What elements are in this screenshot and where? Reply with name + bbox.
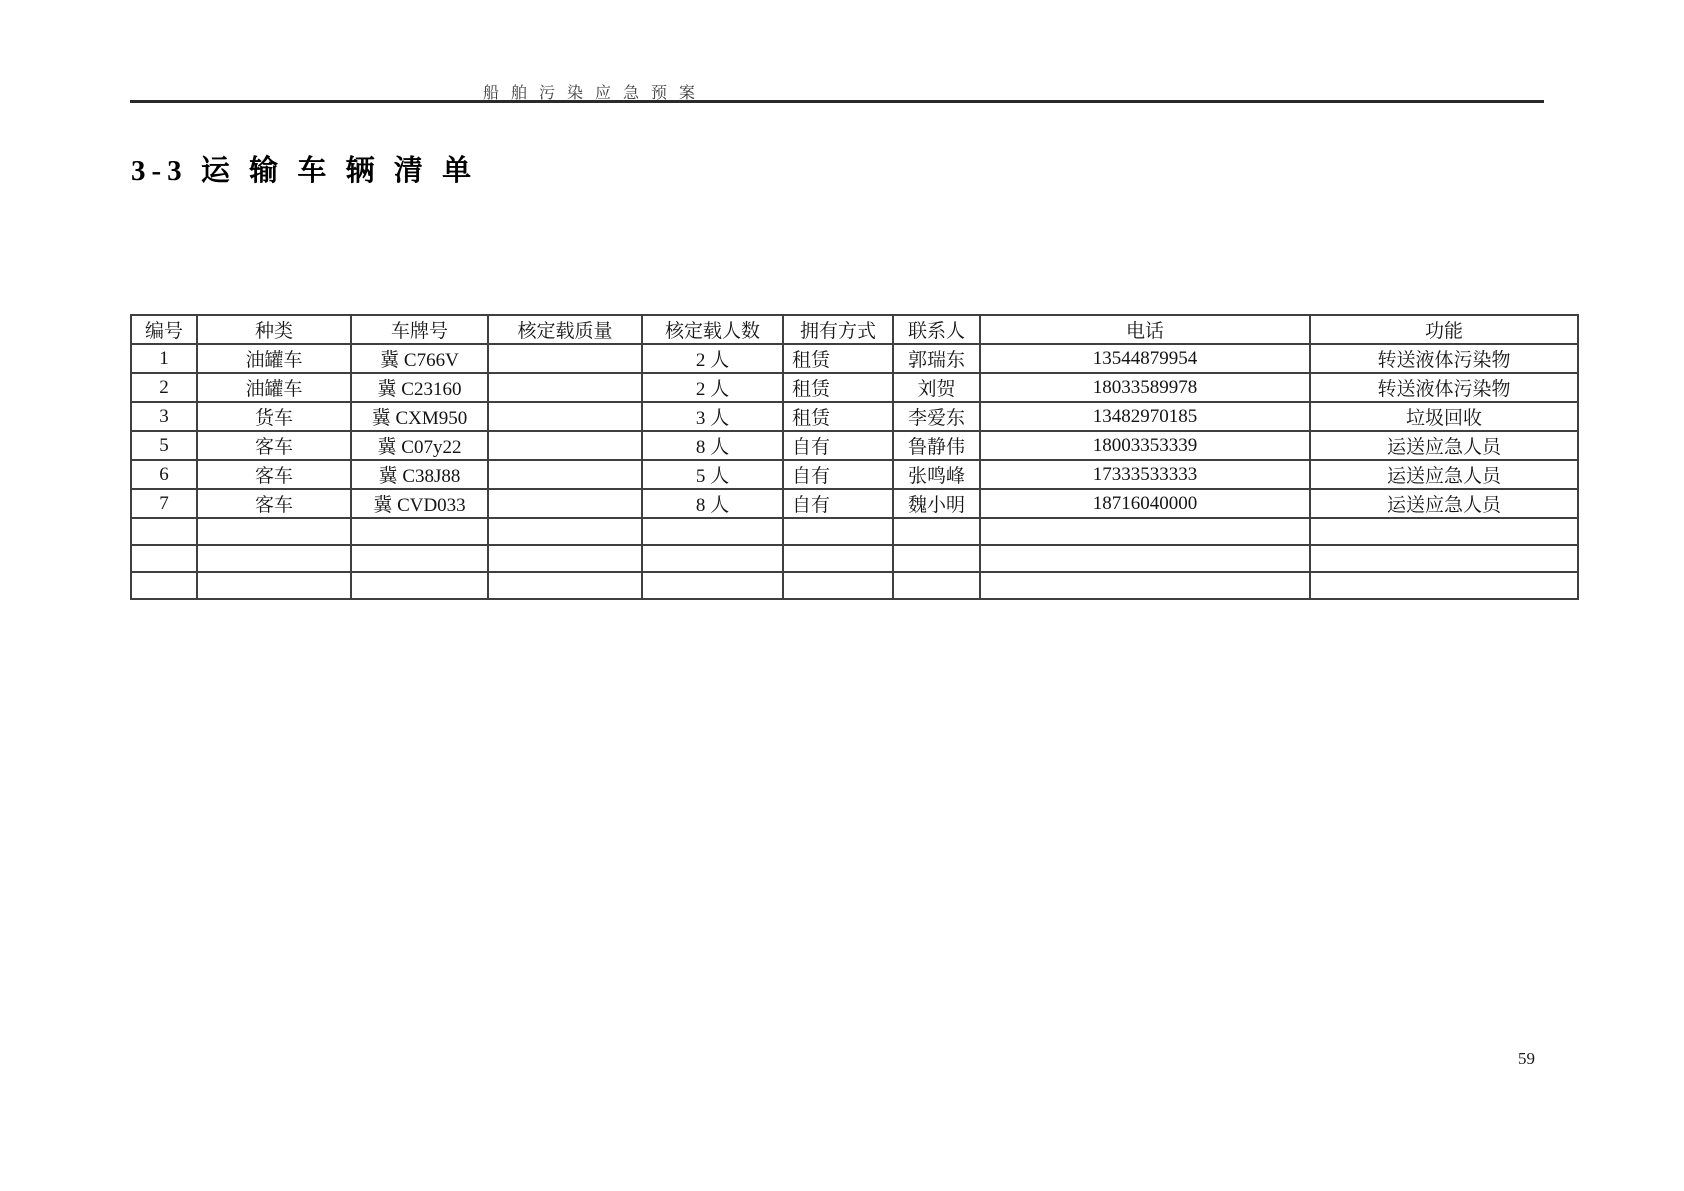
table-cell bbox=[131, 518, 197, 545]
table-cell: 刘贺 bbox=[893, 373, 980, 402]
table-cell bbox=[488, 402, 642, 431]
table-cell: 鲁静伟 bbox=[893, 431, 980, 460]
table-cell bbox=[488, 344, 642, 373]
table-cell: 冀 C07y22 bbox=[351, 431, 488, 460]
table-row bbox=[131, 489, 1578, 518]
table-cell bbox=[783, 518, 893, 545]
column-header-3: 核定载质量 bbox=[488, 315, 642, 344]
table-row bbox=[131, 545, 1578, 572]
table-cell: 5 人 bbox=[642, 460, 783, 489]
table-cell: 1 bbox=[131, 344, 197, 373]
column-header-8: 功能 bbox=[1310, 315, 1578, 344]
table-cell bbox=[980, 545, 1310, 572]
table-cell: 转送液体污染物 bbox=[1310, 373, 1578, 402]
table-cell: 货车 bbox=[197, 402, 351, 431]
table-cell: 冀 C766V bbox=[351, 344, 488, 373]
table-cell: 13544879954 bbox=[980, 344, 1310, 373]
table-cell bbox=[197, 545, 351, 572]
table-cell bbox=[197, 572, 351, 599]
table-row bbox=[131, 344, 1578, 373]
table-row bbox=[131, 373, 1578, 402]
table-row bbox=[131, 572, 1578, 599]
table-row bbox=[131, 431, 1578, 460]
column-header-4: 核定载人数 bbox=[642, 315, 783, 344]
column-header-6: 联系人 bbox=[893, 315, 980, 344]
table-cell bbox=[980, 572, 1310, 599]
table-cell: 冀 CVD033 bbox=[351, 489, 488, 518]
table-row bbox=[131, 460, 1578, 489]
table-body bbox=[131, 344, 1578, 599]
table-cell: 客车 bbox=[197, 460, 351, 489]
table-cell: 自有 bbox=[783, 489, 893, 518]
table-cell bbox=[488, 489, 642, 518]
table-cell: 2 bbox=[131, 373, 197, 402]
table-cell bbox=[351, 572, 488, 599]
table-cell: 油罐车 bbox=[197, 344, 351, 373]
table-cell: 2 人 bbox=[642, 373, 783, 402]
table-cell bbox=[488, 545, 642, 572]
table-cell: 自有 bbox=[783, 431, 893, 460]
table-cell: 客车 bbox=[197, 431, 351, 460]
table-cell bbox=[642, 518, 783, 545]
table-cell: 运送应急人员 bbox=[1310, 460, 1578, 489]
table-cell: 冀 C38J88 bbox=[351, 460, 488, 489]
table-cell bbox=[1310, 545, 1578, 572]
table-row bbox=[131, 402, 1578, 431]
table-cell bbox=[642, 545, 783, 572]
table-cell: 李爱东 bbox=[893, 402, 980, 431]
table-cell bbox=[197, 518, 351, 545]
table-cell bbox=[488, 572, 642, 599]
table-cell: 自有 bbox=[783, 460, 893, 489]
table-cell: 2 人 bbox=[642, 344, 783, 373]
table-cell: 5 bbox=[131, 431, 197, 460]
column-header-5: 拥有方式 bbox=[783, 315, 893, 344]
table-cell: 郭瑞东 bbox=[893, 344, 980, 373]
table-cell: 转送液体污染物 bbox=[1310, 344, 1578, 373]
table-cell bbox=[783, 545, 893, 572]
table-cell: 魏小明 bbox=[893, 489, 980, 518]
table-cell bbox=[980, 518, 1310, 545]
table-cell: 3 人 bbox=[642, 402, 783, 431]
table-cell: 7 bbox=[131, 489, 197, 518]
table-cell: 运送应急人员 bbox=[1310, 489, 1578, 518]
table-cell: 3 bbox=[131, 402, 197, 431]
table-cell: 18033589978 bbox=[980, 373, 1310, 402]
table-cell: 8 人 bbox=[642, 489, 783, 518]
table-cell: 租赁 bbox=[783, 402, 893, 431]
column-header-1: 种类 bbox=[197, 315, 351, 344]
table-cell bbox=[893, 545, 980, 572]
table-cell: 冀 C23160 bbox=[351, 373, 488, 402]
running-header-title: 船 舶 污 染 应 急 预 案 bbox=[483, 85, 700, 102]
table-cell bbox=[488, 460, 642, 489]
table-cell: 18003353339 bbox=[980, 431, 1310, 460]
table-cell: 租赁 bbox=[783, 344, 893, 373]
table-cell bbox=[488, 518, 642, 545]
column-header-2: 车牌号 bbox=[351, 315, 488, 344]
table-cell bbox=[1310, 518, 1578, 545]
table-cell bbox=[131, 545, 197, 572]
table-cell: 垃圾回收 bbox=[1310, 402, 1578, 431]
table-cell: 租赁 bbox=[783, 373, 893, 402]
section-title: 3-3 运 输 车 辆 清 单 bbox=[131, 155, 478, 187]
page-number: 59 bbox=[1518, 1049, 1535, 1068]
table-header-row bbox=[131, 315, 1578, 344]
table-header bbox=[131, 315, 1578, 344]
table-cell: 6 bbox=[131, 460, 197, 489]
table-cell: 13482970185 bbox=[980, 402, 1310, 431]
table-cell bbox=[1310, 572, 1578, 599]
table-cell: 18716040000 bbox=[980, 489, 1310, 518]
table-cell: 张鸣峰 bbox=[893, 460, 980, 489]
column-header-0: 编号 bbox=[131, 315, 197, 344]
table-cell: 客车 bbox=[197, 489, 351, 518]
table-row bbox=[131, 518, 1578, 545]
table-cell bbox=[893, 572, 980, 599]
table-cell bbox=[131, 572, 197, 599]
vehicle-table bbox=[130, 314, 1579, 600]
table-cell bbox=[488, 431, 642, 460]
table-cell bbox=[893, 518, 980, 545]
table-cell bbox=[783, 572, 893, 599]
table-cell bbox=[642, 572, 783, 599]
table-cell: 冀 CXM950 bbox=[351, 402, 488, 431]
table-cell: 运送应急人员 bbox=[1310, 431, 1578, 460]
table-cell: 8 人 bbox=[642, 431, 783, 460]
table-cell bbox=[351, 518, 488, 545]
header-rule bbox=[130, 100, 1544, 103]
table-cell: 17333533333 bbox=[980, 460, 1310, 489]
table-cell: 油罐车 bbox=[197, 373, 351, 402]
table-cell bbox=[351, 545, 488, 572]
table-cell bbox=[488, 373, 642, 402]
column-header-7: 电话 bbox=[980, 315, 1310, 344]
